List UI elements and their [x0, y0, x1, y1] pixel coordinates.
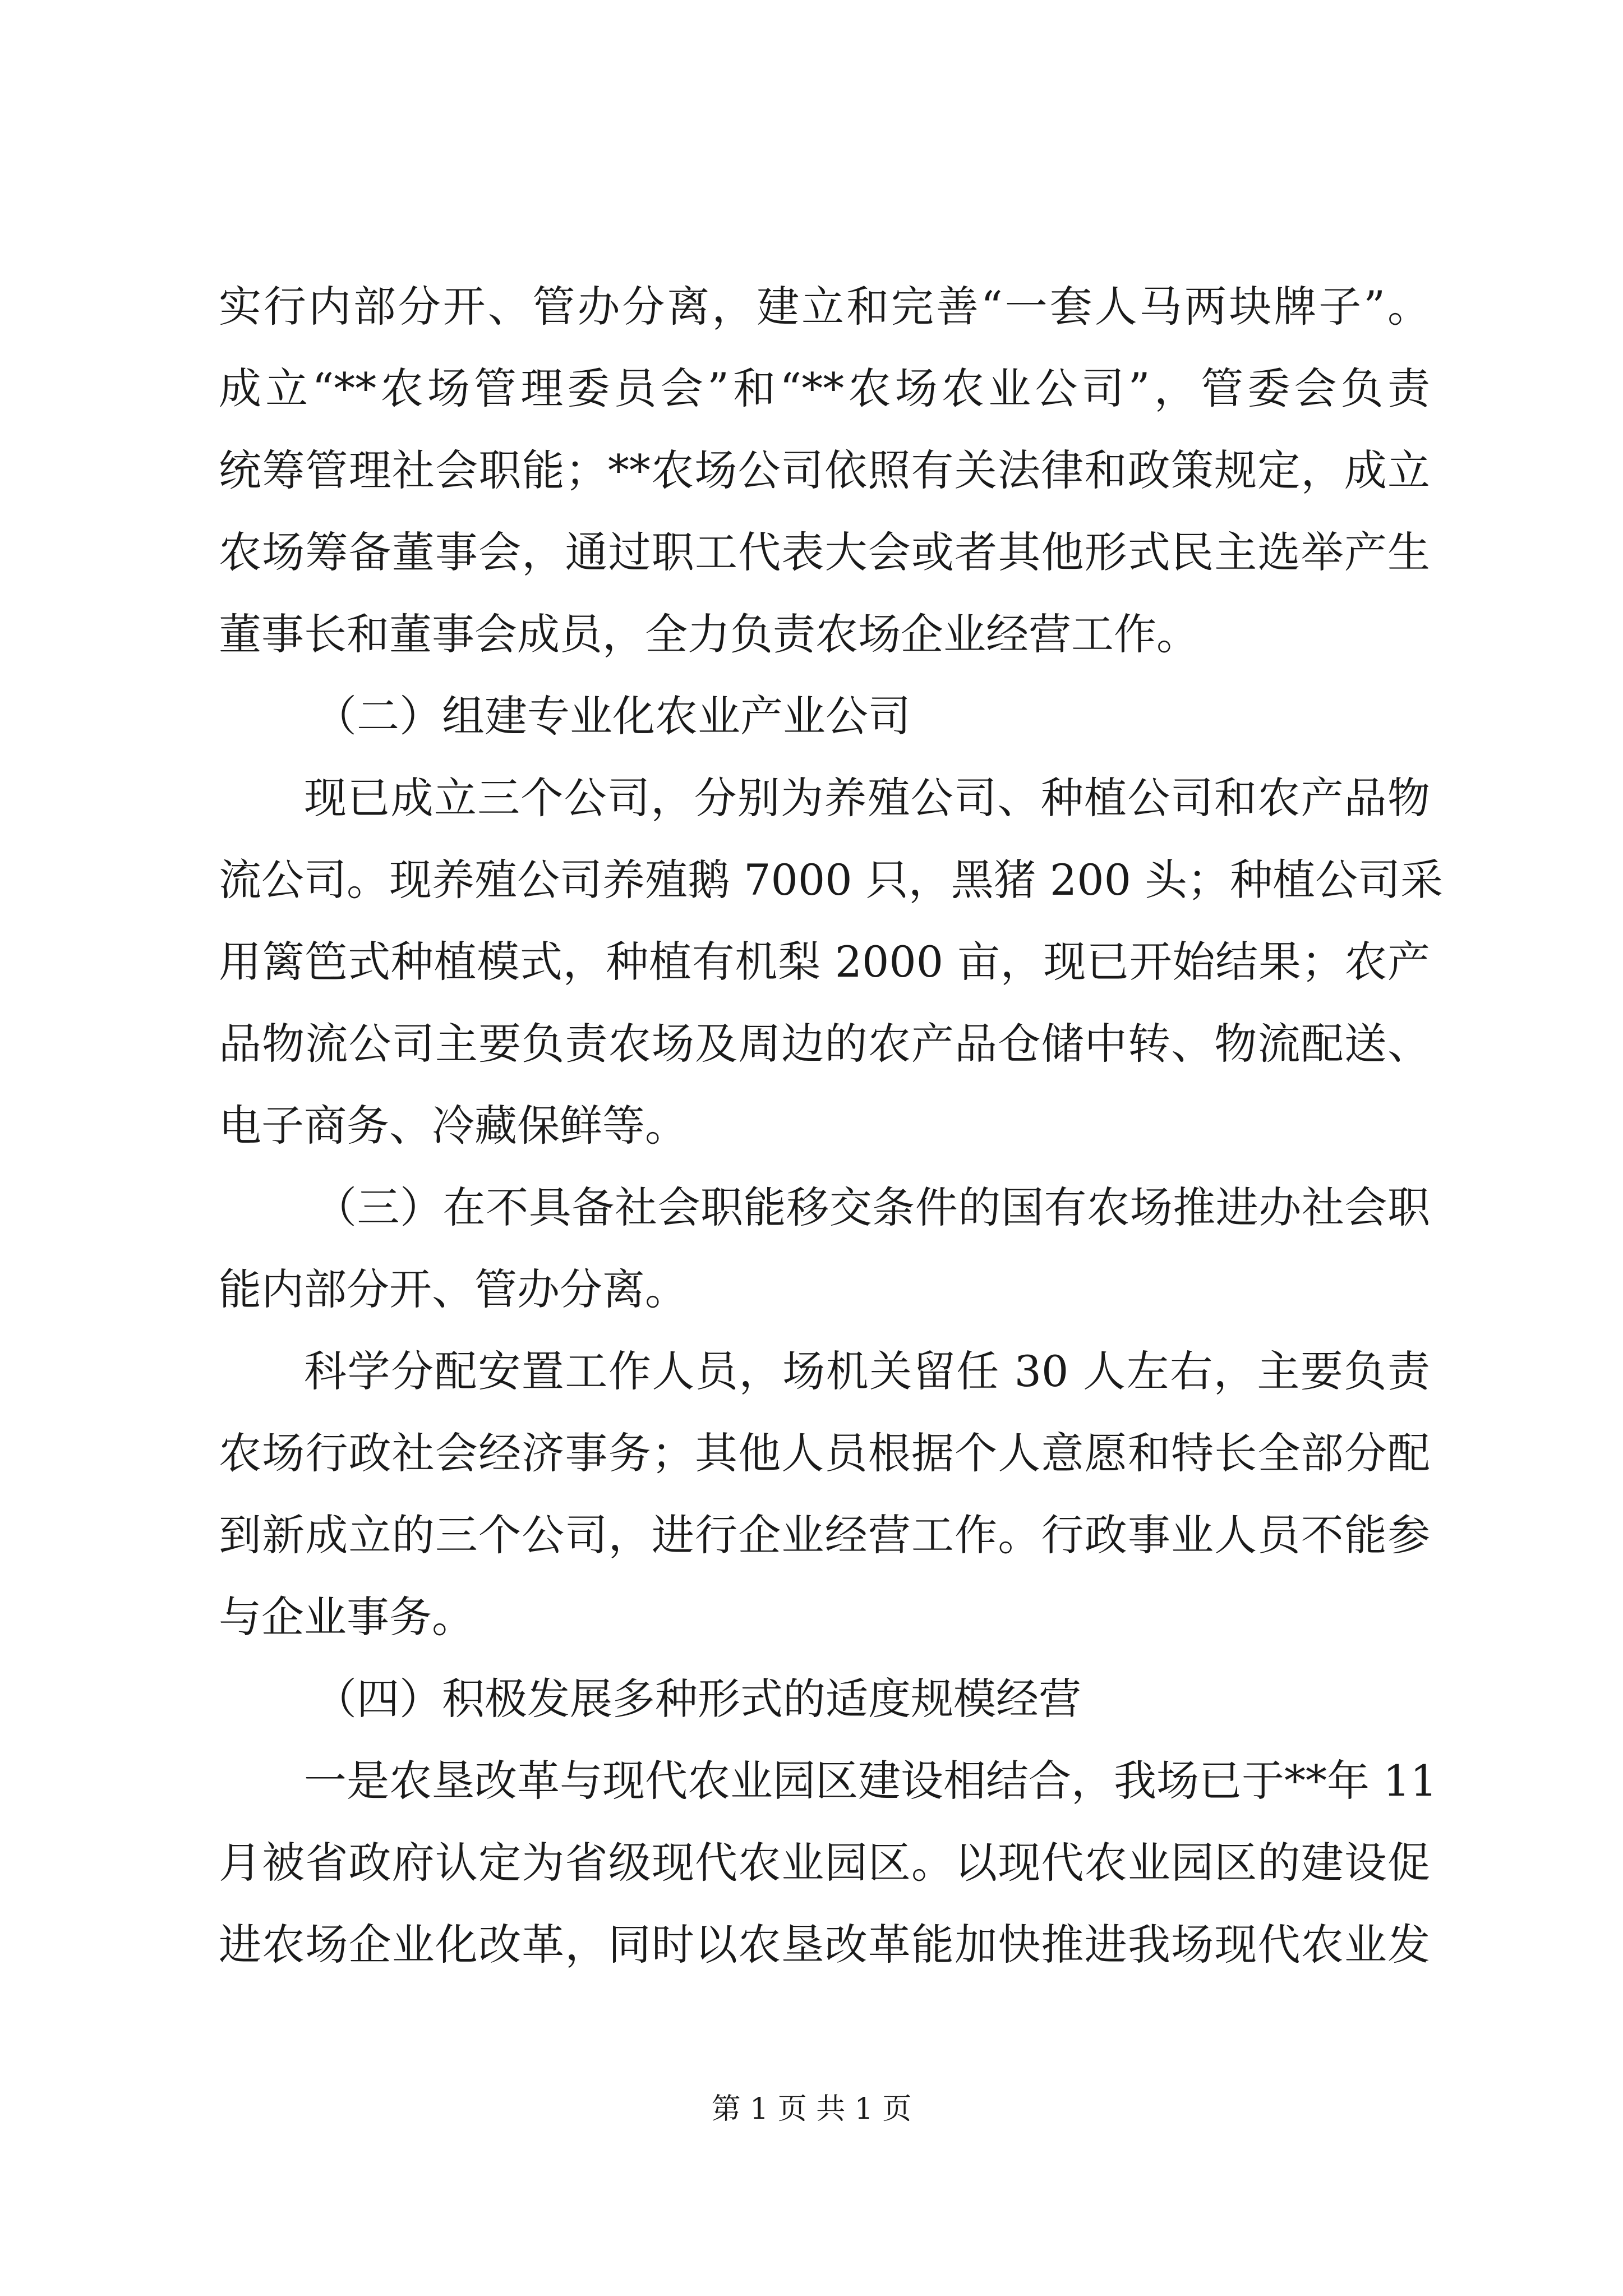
body-line: 成立“**农场管理委员会”和“**农场农业公司”，管委会负责: [219, 364, 1430, 413]
section-heading: （四）积极发展多种形式的适度规模经营: [314, 1674, 1081, 1724]
body-line: 到新成立的三个公司，进行企业经营工作。行政事业人员不能参: [219, 1510, 1430, 1560]
body-line: 现已成立三个公司，分别为养殖公司、种植公司和农产品物: [304, 773, 1430, 823]
body-line: 科学分配安置工作人员，场机关留任 30 人左右，主要负责: [304, 1346, 1430, 1396]
body-line: 实行内部分开、管办分离，建立和完善“一套人马两块牌子”。: [219, 282, 1430, 332]
document-body: [219, 266, 1444, 1986]
body-line: 流公司。现养殖公司养殖鹅 7000 只，黑猪 200 头；种植公司采: [219, 855, 1444, 905]
body-line: 电子商务、冷藏保鲜等。: [219, 1101, 688, 1151]
body-line: 农场行政社会经济事务；其他人员根据个人意愿和特长全部分配: [219, 1428, 1430, 1478]
body-line: 农场筹备董事会，通过职工代表大会或者其他形式民主选举产生: [219, 527, 1430, 577]
body-line: 董事长和董事会成员，全力负责农场企业经营工作。: [219, 609, 1199, 659]
body-line: 与企业事务。: [219, 1592, 474, 1642]
body-line: 能内部分开、管办分离。: [219, 1264, 688, 1314]
body-line: 统筹管理社会职能；**农场公司依照有关法律和政策规定，成立: [219, 445, 1430, 495]
body-line: 进农场企业化改革，同时以农垦改革能加快推进我场现代农业发: [219, 1920, 1430, 1970]
body-line: 品物流公司主要负责农场及周边的农产品仓储中转、物流配送、: [219, 1019, 1430, 1069]
body-line: 月被省政府认定为省级现代农业园区。以现代农业园区的建设促: [219, 1838, 1430, 1888]
section-heading: （三）在不具备社会职能移交条件的国有农场推进办社会职: [314, 1182, 1430, 1232]
body-line: 一是农垦改革与现代农业园区建设相结合，我场已于**年 11: [304, 1756, 1437, 1806]
page-number-footer: 第 1 页 共 1 页: [711, 2092, 912, 2126]
section-heading: （二）组建专业化农业产业公司: [314, 691, 911, 741]
body-line: 用篱笆式种植模式，种植有机梨 2000 亩，现已开始结果；农产: [219, 937, 1430, 987]
